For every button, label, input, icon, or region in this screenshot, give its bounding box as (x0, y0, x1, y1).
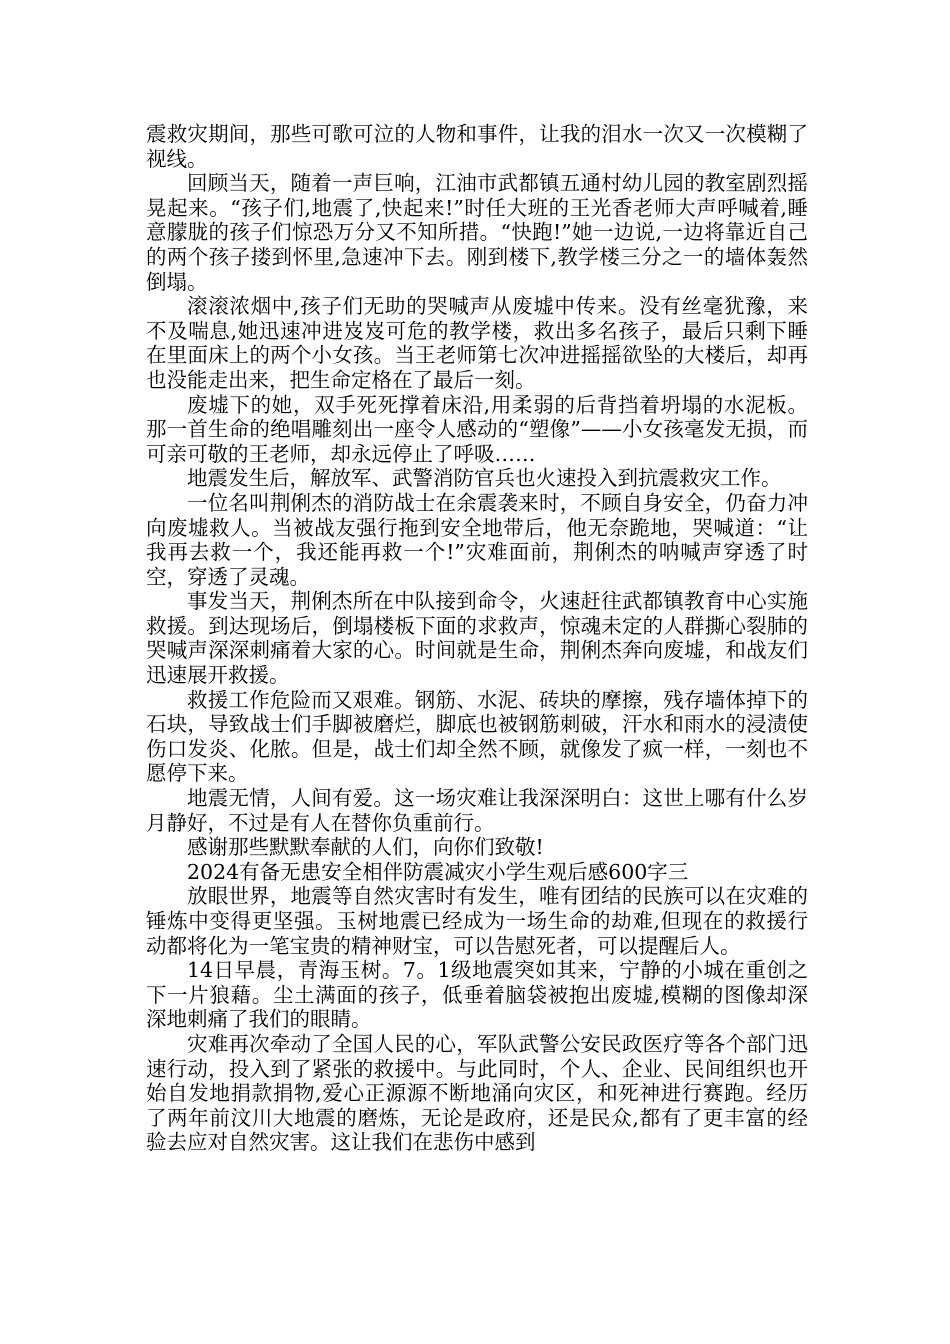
paragraph: 事发当天，荆俐杰所在中队接到命令，火速赶往武都镇教育中心实施救援。到达现场后，倒塌楼板下面的求救声，惊魂未定的人群撕心裂肺的哭喊声深深刺痛着大家的心。时间就是生命，荆俐杰奔向废墟，和战友们迅速展开救援。 (146, 589, 808, 688)
document-body (146, 122, 808, 1155)
paragraph: 放眼世界，地震等自然灾害时有发生，唯有团结的民族可以在灾难的锤炼中变得更坚强。玉树地震已经成为一场生命的劫难,但现在的救援行动都将化为一笔宝贵的精神财宝，可以告慰死者，可以提醒后人。 (146, 884, 808, 958)
paragraph: 废墟下的她，双手死死撑着床沿,用柔弱的后背挡着坍塌的水泥板。那一首生命的绝唱雕刻出一座令人感动的“塑像”——小女孩毫发无损，而可亲可敬的王老师，却永远停止了呼吸…… (146, 392, 808, 466)
paragraph: 灾难再次牵动了全国人民的心，军队武警公安民政医疗等各个部门迅速行动，投入到了紧张的救援中。与此同时，个人、企业、民间组织也开始自发地捐款捐物,爱心正源源不断地涌向灾区，和死神进行赛跑。经历了两年前汶川大地震的磨炼，无论是政府，还是民众,都有了更丰富的经验去应对自然灾害。这让我们在悲伤中感到 (146, 1031, 808, 1155)
paragraph: 地震无情，人间有爱。这一场灾难让我深深明白：这世上哪有什么岁月静好，不过是有人在替你负重前行。 (146, 786, 808, 835)
paragraph: 救援工作危险而又艰难。钢筋、水泥、砖块的摩擦，残存墙体掉下的石块，导致战士们手脚被磨烂，脚底也被钢筋刺破，汗水和雨水的浸渍使伤口发炎、化脓。但是，战士们却全然不顾，就像发了疯一样，一刻也不愿停下来。 (146, 687, 808, 786)
paragraph-continuation: 震救灾期间，那些可歌可泣的人物和事件，让我的泪水一次又一次模糊了视线。 (146, 122, 808, 171)
paragraph: 回顾当天，随着一声巨响，江油市武都镇五通村幼儿园的教室剧烈摇晃起来。“孩子们,地震了,快起来!”时任大班的王光香老师大声呼喊着,睡意朦胧的孩子们惊恐万分又不知所措。“快跑!”她一边说,一边将靠近自己的两个孩子搂到怀里,急速冲下去。刚到楼下,教学楼三分之一的墙体轰然倒塌。 (146, 171, 808, 294)
paragraph: 一位名叫荆俐杰的消防战士在余震袭来时，不顾自身安全，仍奋力冲向废墟救人。当被战友强行拖到安全地带后，他无奈跪地，哭喊道：“让我再去救一个，我还能再救一个!”灾难面前，荆俐杰的呐喊声穿透了时空，穿透了灵魂。 (146, 490, 808, 589)
paragraph: 滚滚浓烟中,孩子们无助的哭喊声从废墟中传来。没有丝毫犹豫，来不及喘息,她迅速冲进岌岌可危的教学楼，救出多名孩子，最后只剩下睡在里面床上的两个小女孩。当王老师第七次冲进摇摇欲坠的大楼后，却再也没能走出来，把生命定格在了最后一刻。 (146, 294, 808, 392)
section-heading: 2024有备无患安全相伴防震减灾小学生观后感600字三 (187, 859, 689, 884)
paragraph: 地震发生后，解放军、武警消防官兵也火速投入到抗震救灾工作。 (187, 466, 782, 491)
paragraph: 感谢那些默默奉献的人们，向你们致敬! (187, 835, 544, 860)
paragraph: 14日早晨，青海玉树。7。1级地震突如其来，宁静的小城在重创之下一片狼藉。尘土满面的孩子，低垂着脑袋被抱出废墟,模糊的图像却深深地刺痛了我们的眼睛。 (146, 958, 808, 1032)
